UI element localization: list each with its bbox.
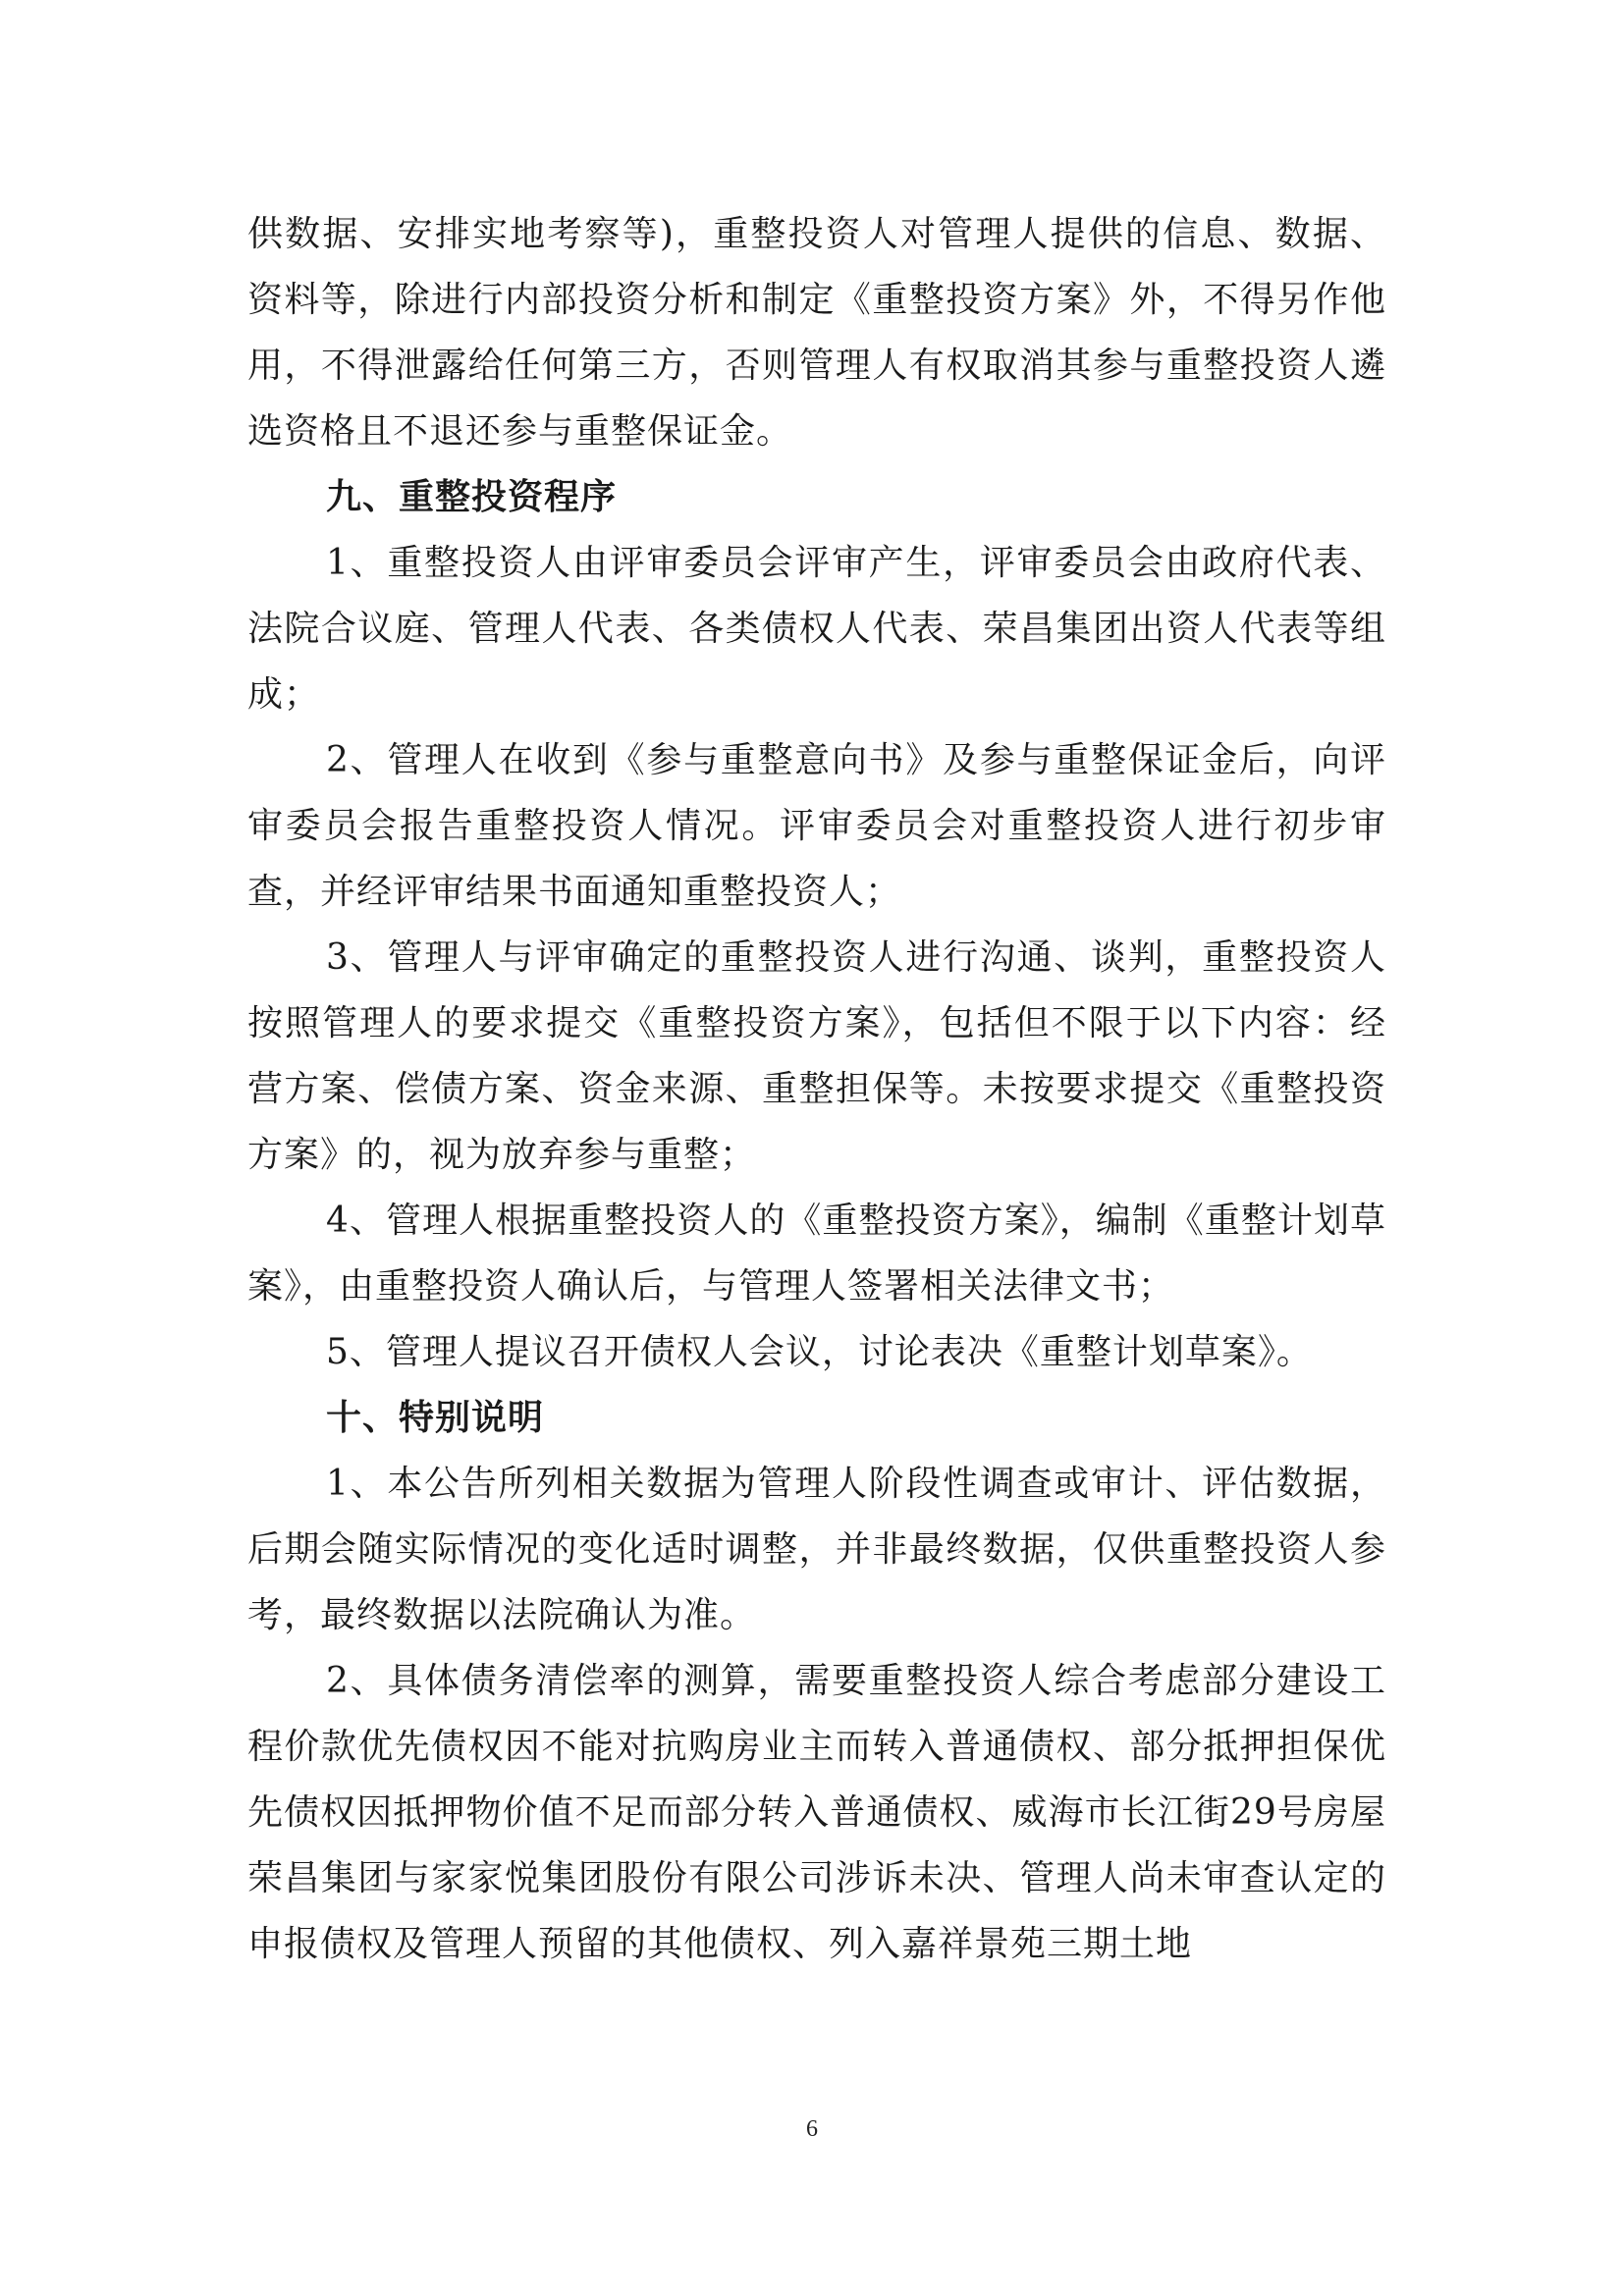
procedure-item-4: 4、管理人根据重整投资人的《重整投资方案》，编制《重整计划草案》，由重整投资人确认后，与管理人签署相关法律文书； — [247, 1201, 1386, 1307]
procedure-item-5: 5、管理人提议召开债权人会议，讨论表决《重整计划草案》。 — [326, 1332, 1313, 1372]
procedure-item-3: 3、管理人与评审确定的重整投资人进行沟通、谈判，重整投资人按照管理人的要求提交《重整投资方案》，包括但不限于以下内容：经营方案、偿债方案、资金来源、重整担保等。未按要求提交《重整投资方案》的，视为放弃参与重整； — [247, 937, 1386, 1175]
paragraph-continuation: 供数据、安排实地考察等)，重整投资人对管理人提供的信息、数据、资料等，除进行内部投资分析和制定《重整投资方案》外，不得另作他用，不得泄露给任何第三方，否则管理人有权取消其参与重整投资人遴选资格且不退还参与重整保证金。 — [247, 214, 1386, 452]
section-heading-investment-procedure: 九、重整投资程序 — [326, 477, 618, 517]
procedure-item-2: 2、管理人在收到《参与重整意向书》及参与重整保证金后，向评审委员会报告重整投资人情况。评审委员会对重整投资人进行初步审查，并经评审结果书面通知重整投资人； — [247, 740, 1386, 912]
section-heading-special-notes: 十、特别说明 — [326, 1398, 545, 1438]
document-body — [247, 201, 1386, 1977]
special-note-1: 1、本公告所列相关数据为管理人阶段性调查或审计、评估数据，后期会随实际情况的变化适时调整，并非最终数据，仅供重整投资人参考，最终数据以法院确认为准。 — [247, 1464, 1386, 1635]
special-note-2: 2、具体债务清偿率的测算，需要重整投资人综合考虑部分建设工程价款优先债权因不能对抗购房业主而转入普通债权、部分抵押担保优先债权因抵押物价值不足而部分转入普通债权、威海市长江街29号房屋荣昌集团与家家悦集团股份有限公司涉诉未决、管理人尚未审查认定的申报债权及管理人预留的其他债权、列入嘉祥景苑三期土地 — [247, 1661, 1386, 1964]
page-number: 6 — [806, 2116, 818, 2142]
procedure-item-1: 1、重整投资人由评审委员会评审产生，评审委员会由政府代表、法院合议庭、管理人代表、各类债权人代表、荣昌集团出资人代表等组成； — [247, 543, 1386, 715]
